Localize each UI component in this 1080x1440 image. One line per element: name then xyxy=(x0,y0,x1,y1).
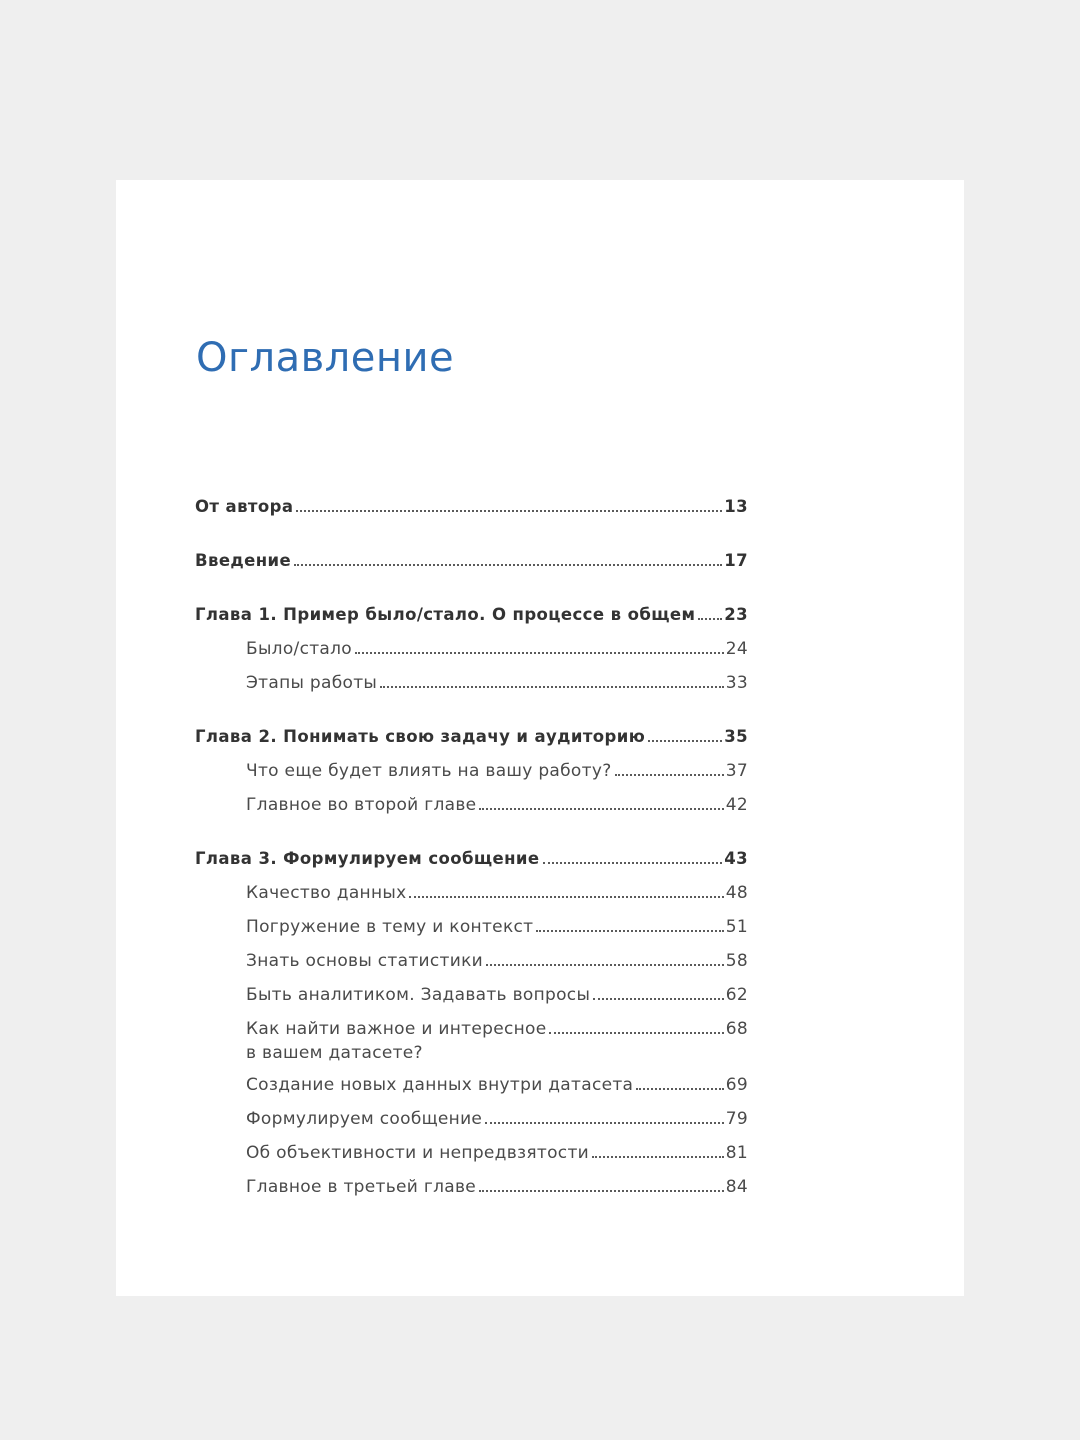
toc-subentry[interactable] xyxy=(195,1015,748,1065)
toc-subentry[interactable] xyxy=(195,947,748,975)
dot-leader xyxy=(479,1190,724,1192)
toc-entry-from-author[interactable] xyxy=(195,493,748,521)
toc-page-number: 24 xyxy=(725,639,748,659)
toc-page-number: 35 xyxy=(724,727,748,746)
toc-subentry[interactable] xyxy=(195,981,748,1009)
toc-entry-label: Качество данных xyxy=(246,883,407,903)
toc-page-number: 48 xyxy=(725,883,748,903)
toc-page-number: 79 xyxy=(725,1109,748,1129)
dot-leader xyxy=(294,564,722,566)
page-title: Оглавление xyxy=(196,335,455,381)
toc-subentry[interactable] xyxy=(195,1139,748,1167)
toc-page-number: 13 xyxy=(724,497,748,516)
toc-entry-label: Формулируем сообщение xyxy=(246,1109,483,1129)
dot-leader xyxy=(485,1122,724,1124)
dot-leader xyxy=(636,1088,723,1090)
toc-page-number: 43 xyxy=(724,849,748,868)
toc-subentry[interactable] xyxy=(195,757,748,785)
toc-entry-label: Глава 3. Формулируем сообщение xyxy=(195,849,540,868)
toc-subentry[interactable] xyxy=(195,791,748,819)
toc-entry-label: Как найти важное и интересное в вашем датасете? xyxy=(246,1019,547,1063)
toc-entry-label: Об объективности и непредвзятости xyxy=(246,1143,590,1163)
dot-leader xyxy=(486,964,724,966)
toc-entry-chapter-1[interactable] xyxy=(195,601,748,629)
dot-leader xyxy=(648,740,722,742)
dot-leader xyxy=(296,510,722,512)
toc-entry-chapter-2[interactable] xyxy=(195,723,748,751)
toc-page-number: 69 xyxy=(725,1075,748,1095)
dot-leader xyxy=(479,808,723,810)
dot-leader xyxy=(615,774,724,776)
toc-entry-label: Главное в третьей главе xyxy=(246,1177,477,1197)
toc-page-number: 62 xyxy=(725,985,748,1005)
dot-leader xyxy=(549,1032,723,1034)
toc-entry-label: От автора xyxy=(195,497,294,516)
toc-page-number: 37 xyxy=(725,761,748,781)
dot-leader xyxy=(380,686,724,688)
toc-entry-introduction[interactable] xyxy=(195,547,748,575)
dot-leader xyxy=(355,652,724,654)
toc-page-number: 23 xyxy=(724,605,748,624)
dot-leader xyxy=(409,896,723,898)
toc-subentry[interactable] xyxy=(195,913,748,941)
toc-page-number: 17 xyxy=(724,551,748,570)
dot-leader xyxy=(593,998,724,1000)
toc-entry-label: Было/стало xyxy=(246,639,353,659)
toc-entry-label: Создание новых данных внутри датасета xyxy=(246,1075,634,1095)
toc-entry-chapter-3[interactable] xyxy=(195,845,748,873)
dot-leader xyxy=(543,862,723,864)
toc-entry-label: Что еще будет влиять на вашу работу? xyxy=(246,761,612,781)
toc-page-number: 42 xyxy=(725,795,748,815)
toc-page-number: 51 xyxy=(725,917,748,937)
toc-subentry[interactable] xyxy=(195,635,748,663)
toc-entry-label: Погружение в тему и контекст xyxy=(246,917,534,937)
toc-subentry[interactable] xyxy=(195,669,748,697)
toc-entry-label: Быть аналитиком. Задавать вопросы xyxy=(246,985,591,1005)
dot-leader xyxy=(698,618,722,620)
toc-entry-label: Глава 1. Пример было/стало. О процессе в общем xyxy=(195,605,696,624)
toc-entry-label: Глава 2. Понимать свою задачу и аудиторию xyxy=(195,727,646,746)
toc-entry-label: Главное во второй главе xyxy=(246,795,477,815)
toc-page-number: 84 xyxy=(725,1177,748,1197)
dot-leader xyxy=(536,930,723,932)
toc-subentry[interactable] xyxy=(195,1071,748,1099)
toc-subentry[interactable] xyxy=(195,879,748,907)
toc-page-number: 58 xyxy=(725,951,748,971)
toc-page-number: 68 xyxy=(725,1019,748,1039)
toc-entry-label: Этапы работы xyxy=(246,673,378,693)
toc-entry-label: Введение xyxy=(195,551,292,570)
toc-subentry[interactable] xyxy=(195,1173,748,1201)
toc-page-number: 33 xyxy=(725,673,748,693)
book-page xyxy=(116,180,964,1296)
toc-entry-label: Знать основы статистики xyxy=(246,951,483,971)
toc-page-number: 81 xyxy=(725,1143,748,1163)
table-of-contents xyxy=(195,493,748,1201)
dot-leader xyxy=(592,1156,724,1158)
toc-subentry[interactable] xyxy=(195,1105,748,1133)
